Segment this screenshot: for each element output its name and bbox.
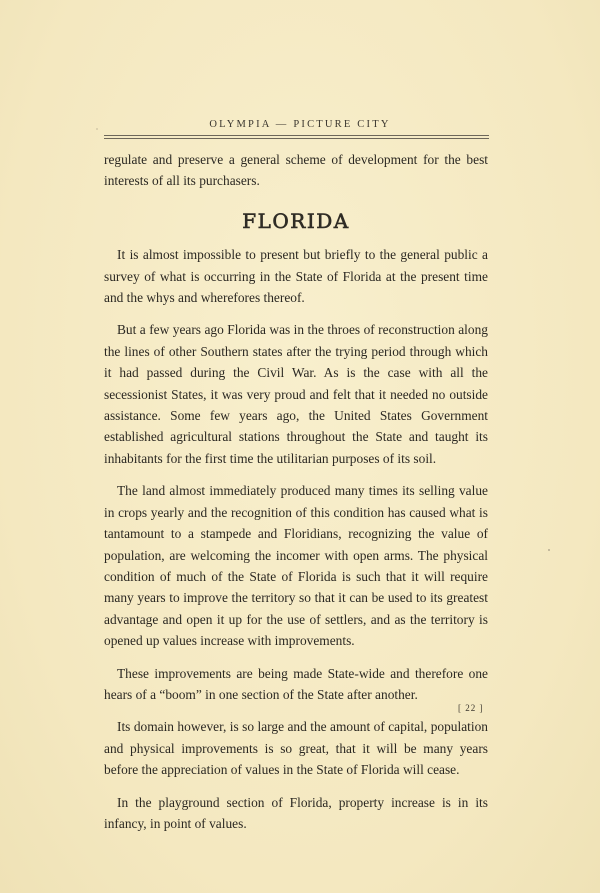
page-number: [ 22 ] <box>458 703 484 713</box>
paper-speck <box>548 549 550 551</box>
paragraph: These improvements are being made State-wide and therefore one hears of a “boom” in one section of the State after another. <box>104 665 488 702</box>
paragraph: Its domain however, is so large and the amount of capital, population and physical improvements is so great, that it will be many years before the appreciation of values in the State of Florida will cease. <box>104 719 488 778</box>
paper-speck <box>96 128 98 130</box>
header-rule-top <box>104 135 489 136</box>
continued-paragraph: regulate and preserve a general scheme of development for the best interests of all its purchasers. <box>104 152 488 189</box>
paragraph: But a few years ago Florida was in the throes of reconstruction along the lines of other Southern states after the trying period through which it had passed during the Civil War. As is the case with all the secessionist States, it was very proud and felt that it needed no outside assistance. Some few years ago, the United States Government established agricultural stations throughout the State and taught its inhabitants for the first time the utilitarian purposes of its soil. <box>104 322 488 466</box>
section-heading: FLORIDA <box>242 208 350 233</box>
body-text <box>104 149 488 845</box>
header-rule-bottom <box>104 138 489 139</box>
paragraph: The land almost immediately produced many times its selling value in crops yearly and the recognition of this condition has caused what is tantamount to a stampede and Floridians, recognizing the value of population, are welcoming the incomer with open arms. The physical condition of much of the State of Florida is such that it will require many years to improve the territory so that it can be used to its greatest advantage and open it up for the use of settlers, and as the territory is opened up values increase with improvements. <box>104 483 488 649</box>
paragraph: It is almost impossible to present but briefly to the general public a survey of what is occurring in the State of Florida at the present time and the whys and wherefores thereof. <box>104 247 488 306</box>
running-header: OLYMPIA — PICTURE CITY <box>209 119 391 130</box>
paragraph: In the playground section of Florida, property increase is in its infancy, in point of values. <box>104 794 488 831</box>
